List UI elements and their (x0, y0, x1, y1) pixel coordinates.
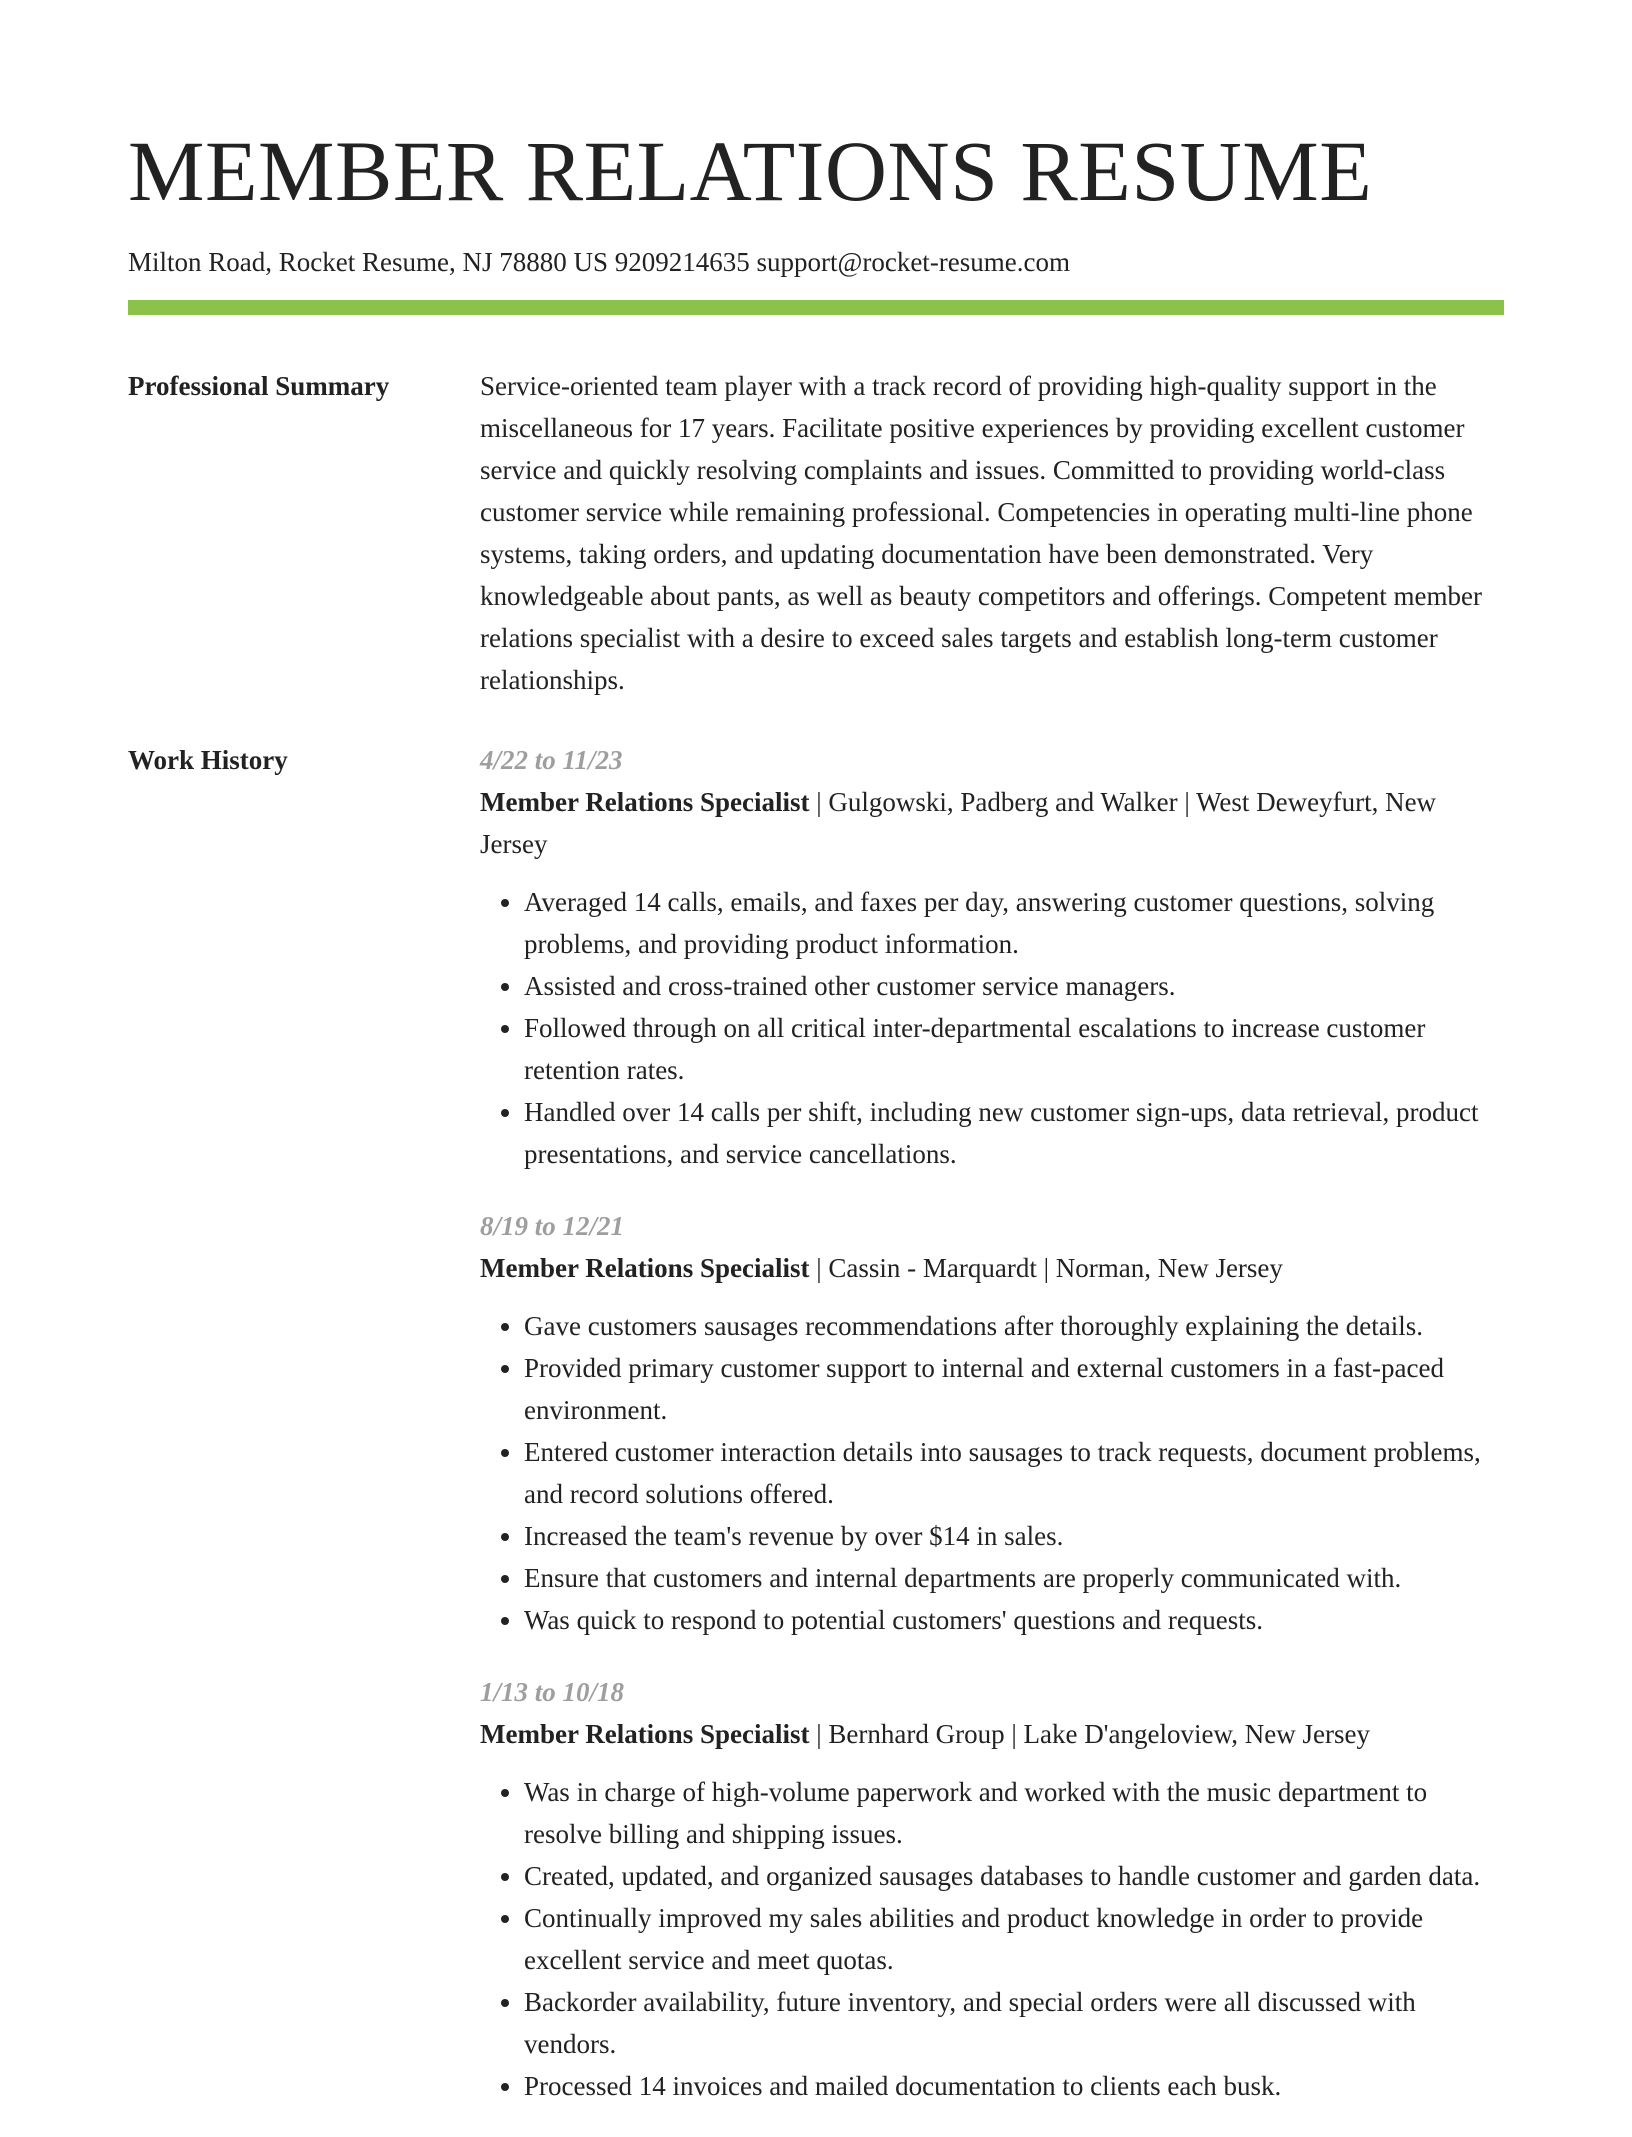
job-employer-location: | Cassin - Marquardt | Norman, New Jersey (809, 1253, 1283, 1283)
job-heading (480, 781, 1504, 865)
job-heading (480, 1247, 1504, 1289)
resume-page (128, 0, 1504, 2137)
job-dates: 8/19 to 12/21 (480, 1211, 625, 1241)
job-title: Member Relations Specialist (480, 787, 810, 817)
work-history-section (128, 739, 1504, 2137)
job-entry (480, 739, 1504, 1175)
job-bullet: • Ensure that customers and internal departments are properly communicated with. (524, 1557, 1504, 1599)
job-dates: 4/22 to 11/23 (480, 745, 623, 775)
job-bullet: • Processed 14 invoices and mailed documentation to clients each busk. (524, 2065, 1504, 2107)
job-bullet: • Assisted and cross-trained other customer service managers. (524, 965, 1504, 1007)
job-heading (480, 1713, 1504, 1755)
job-title: Member Relations Specialist (480, 1253, 810, 1283)
resume-title: MEMBER RELATIONS RESUME (128, 123, 1373, 219)
summary-text: Service-oriented team player with a track record of providing high-quality support in the miscellaneous for 17 years. Facilitate positive experiences by providing excellent customer service and quickly resolving complaints and issues. Committed to providing world-class customer service while remaining professional. Competencies in operating multi-line phone systems, taking orders, and updating documentation have been demonstrated. Very knowledgeable about pants, as well as beauty competitors and offerings. Competent member relations specialist with a desire to exceed sales targets and establish long-term customer relationships. (480, 371, 1482, 695)
work-history-body (480, 739, 1504, 2137)
job-bullets (480, 881, 1504, 1175)
job-bullets (480, 1305, 1504, 1641)
job-employer-location: | Gulgowski, Padberg and Walker | West Deweyfurt, New Jersey (480, 787, 1437, 859)
job-bullet: • Continually improved my sales abilities and product knowledge in order to provide excellent service and meet quotas. (524, 1897, 1504, 1981)
section-label-work-history: Work History (128, 745, 288, 775)
job-bullet: • Averaged 14 calls, emails, and faxes per day, answering customer questions, solving problems, and providing product information. (524, 881, 1504, 965)
job-bullet: • Was in charge of high-volume paperwork and worked with the music department to resolve billing and shipping issues. (524, 1771, 1504, 1855)
job-bullet: • Increased the team's revenue by over $14 in sales. (524, 1515, 1504, 1557)
job-bullet: • Entered customer interaction details into sausages to track requests, document problems, and record solutions offered. (524, 1431, 1504, 1515)
job-entry (480, 1205, 1504, 1641)
professional-summary-body (480, 365, 1504, 701)
job-bullet: • Provided primary customer support to internal and external customers in a fast-paced environment. (524, 1347, 1504, 1431)
professional-summary-section (128, 365, 1504, 701)
job-entry (480, 1671, 1504, 2107)
job-bullet: • Was quick to respond to potential customers' questions and requests. (524, 1599, 1504, 1641)
job-employer-location: | Bernhard Group | Lake D'angeloview, New Jersey (809, 1719, 1370, 1749)
job-bullet: • Followed through on all critical inter-departmental escalations to increase customer retention rates. (524, 1007, 1504, 1091)
job-title: Member Relations Specialist (480, 1719, 810, 1749)
header-divider (128, 300, 1504, 315)
job-bullet: • Gave customers sausages recommendations after thoroughly explaining the details. (524, 1305, 1504, 1347)
job-bullet: • Created, updated, and organized sausages databases to handle customer and garden data. (524, 1855, 1504, 1897)
contact-info: Milton Road, Rocket Resume, NJ 78880 US 9209214635 support@rocket-resume.com (128, 247, 1071, 277)
section-label-professional-summary: Professional Summary (128, 371, 390, 401)
job-bullet: • Backorder availability, future inventory, and special orders were all discussed with vendors. (524, 1981, 1504, 2065)
job-bullets (480, 1771, 1504, 2107)
job-dates: 1/13 to 10/18 (480, 1677, 625, 1707)
job-bullet: • Handled over 14 calls per shift, including new customer sign-ups, data retrieval, product presentations, and service cancellations. (524, 1091, 1504, 1175)
